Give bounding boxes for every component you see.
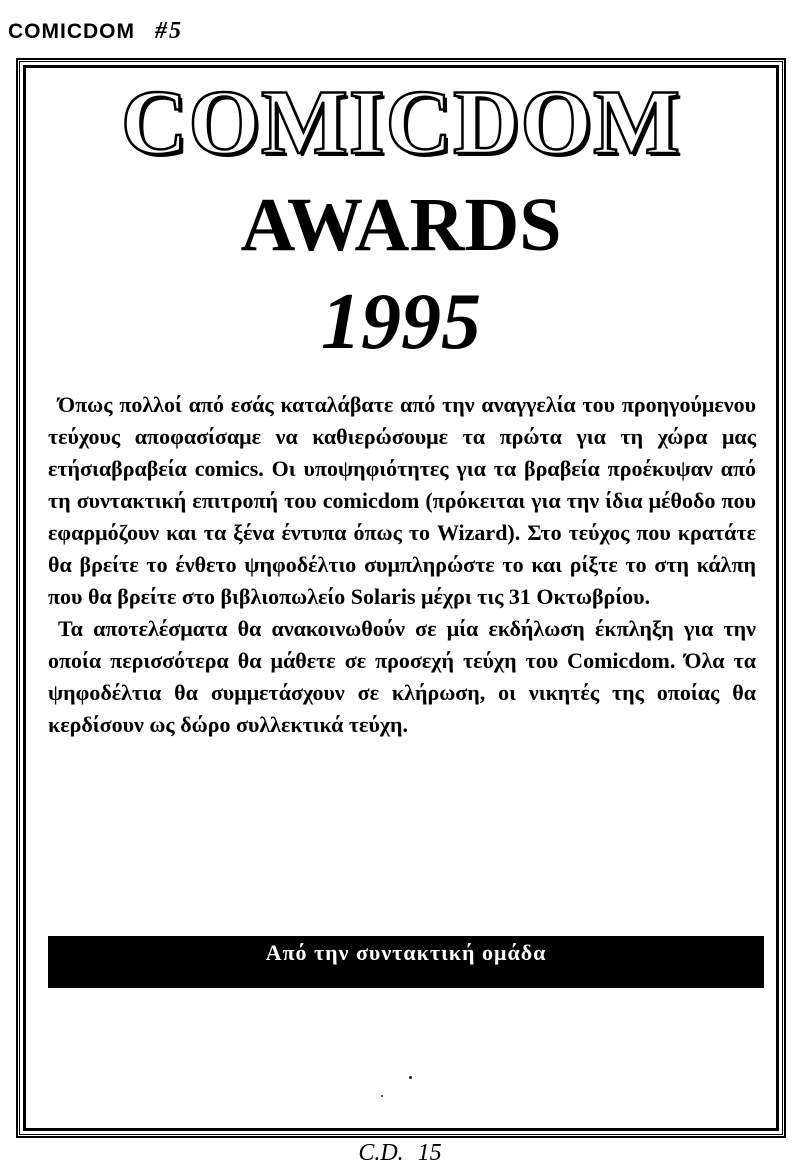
print-speck [409, 1076, 412, 1079]
issue-number: #5 [155, 18, 183, 44]
article-paragraph: Όπως πολλοί από εσάς καταλάβατε από την αναγγελία του προηγούμενου τεύχους αποφασίσαμε να καθιερώσουμε τα πρώτα για τη χώρα μας ετήσιαβραβεία comics. Οι υποψηφιότητες για τα βραβεία προέκυψαν από τη συντακτική επιτροπή του comicdom (πρόκειται για την ίδια μέθοδο που εφαρμόζουν και τα ξένα έντυπα όπως το Wizard). Στο τεύχος που κρατάτε θα βρείτε το ένθετο ψηφοδέλτιο συμπληρώστε το και ρίξτε το στη κάλπη που θα βρείτε στο βιβλιοπωλείο Solaris μέχρι τις 31 Οκτωβρίου. [48, 392, 756, 609]
running-head [8, 18, 183, 45]
page-number: 15 [417, 1140, 442, 1166]
page-frame [16, 58, 786, 1138]
article-paragraph: Τα αποτελέσματα θα ανακοινωθούν σε μία εκδήλωση έκπληξη για την οποία περισσότερα θα μάθετε σε προσεχή τεύχη του Comicdom. Όλα τα ψηφοδέλτια θα συμμετάσχουν σε κλήρωση, οι νικητές της οποίας θα κερδίσουν ως δώρο συλλεκτικά τεύχη. [48, 616, 756, 737]
page-folio [0, 1140, 800, 1167]
magazine-name: COMICDOM [8, 20, 135, 43]
title-comicdom: COMICDOM [121, 71, 681, 173]
print-speck [381, 1095, 383, 1097]
article-body [48, 389, 756, 741]
title-year: 1995 [321, 278, 481, 366]
signature-text: Από την συντακτική ομάδα [265, 940, 547, 965]
signature-bar [48, 936, 764, 988]
page-frame-inner [23, 65, 779, 1131]
folio-initials: C.D. [358, 1140, 404, 1166]
title-awards: AWARDS [240, 183, 562, 267]
